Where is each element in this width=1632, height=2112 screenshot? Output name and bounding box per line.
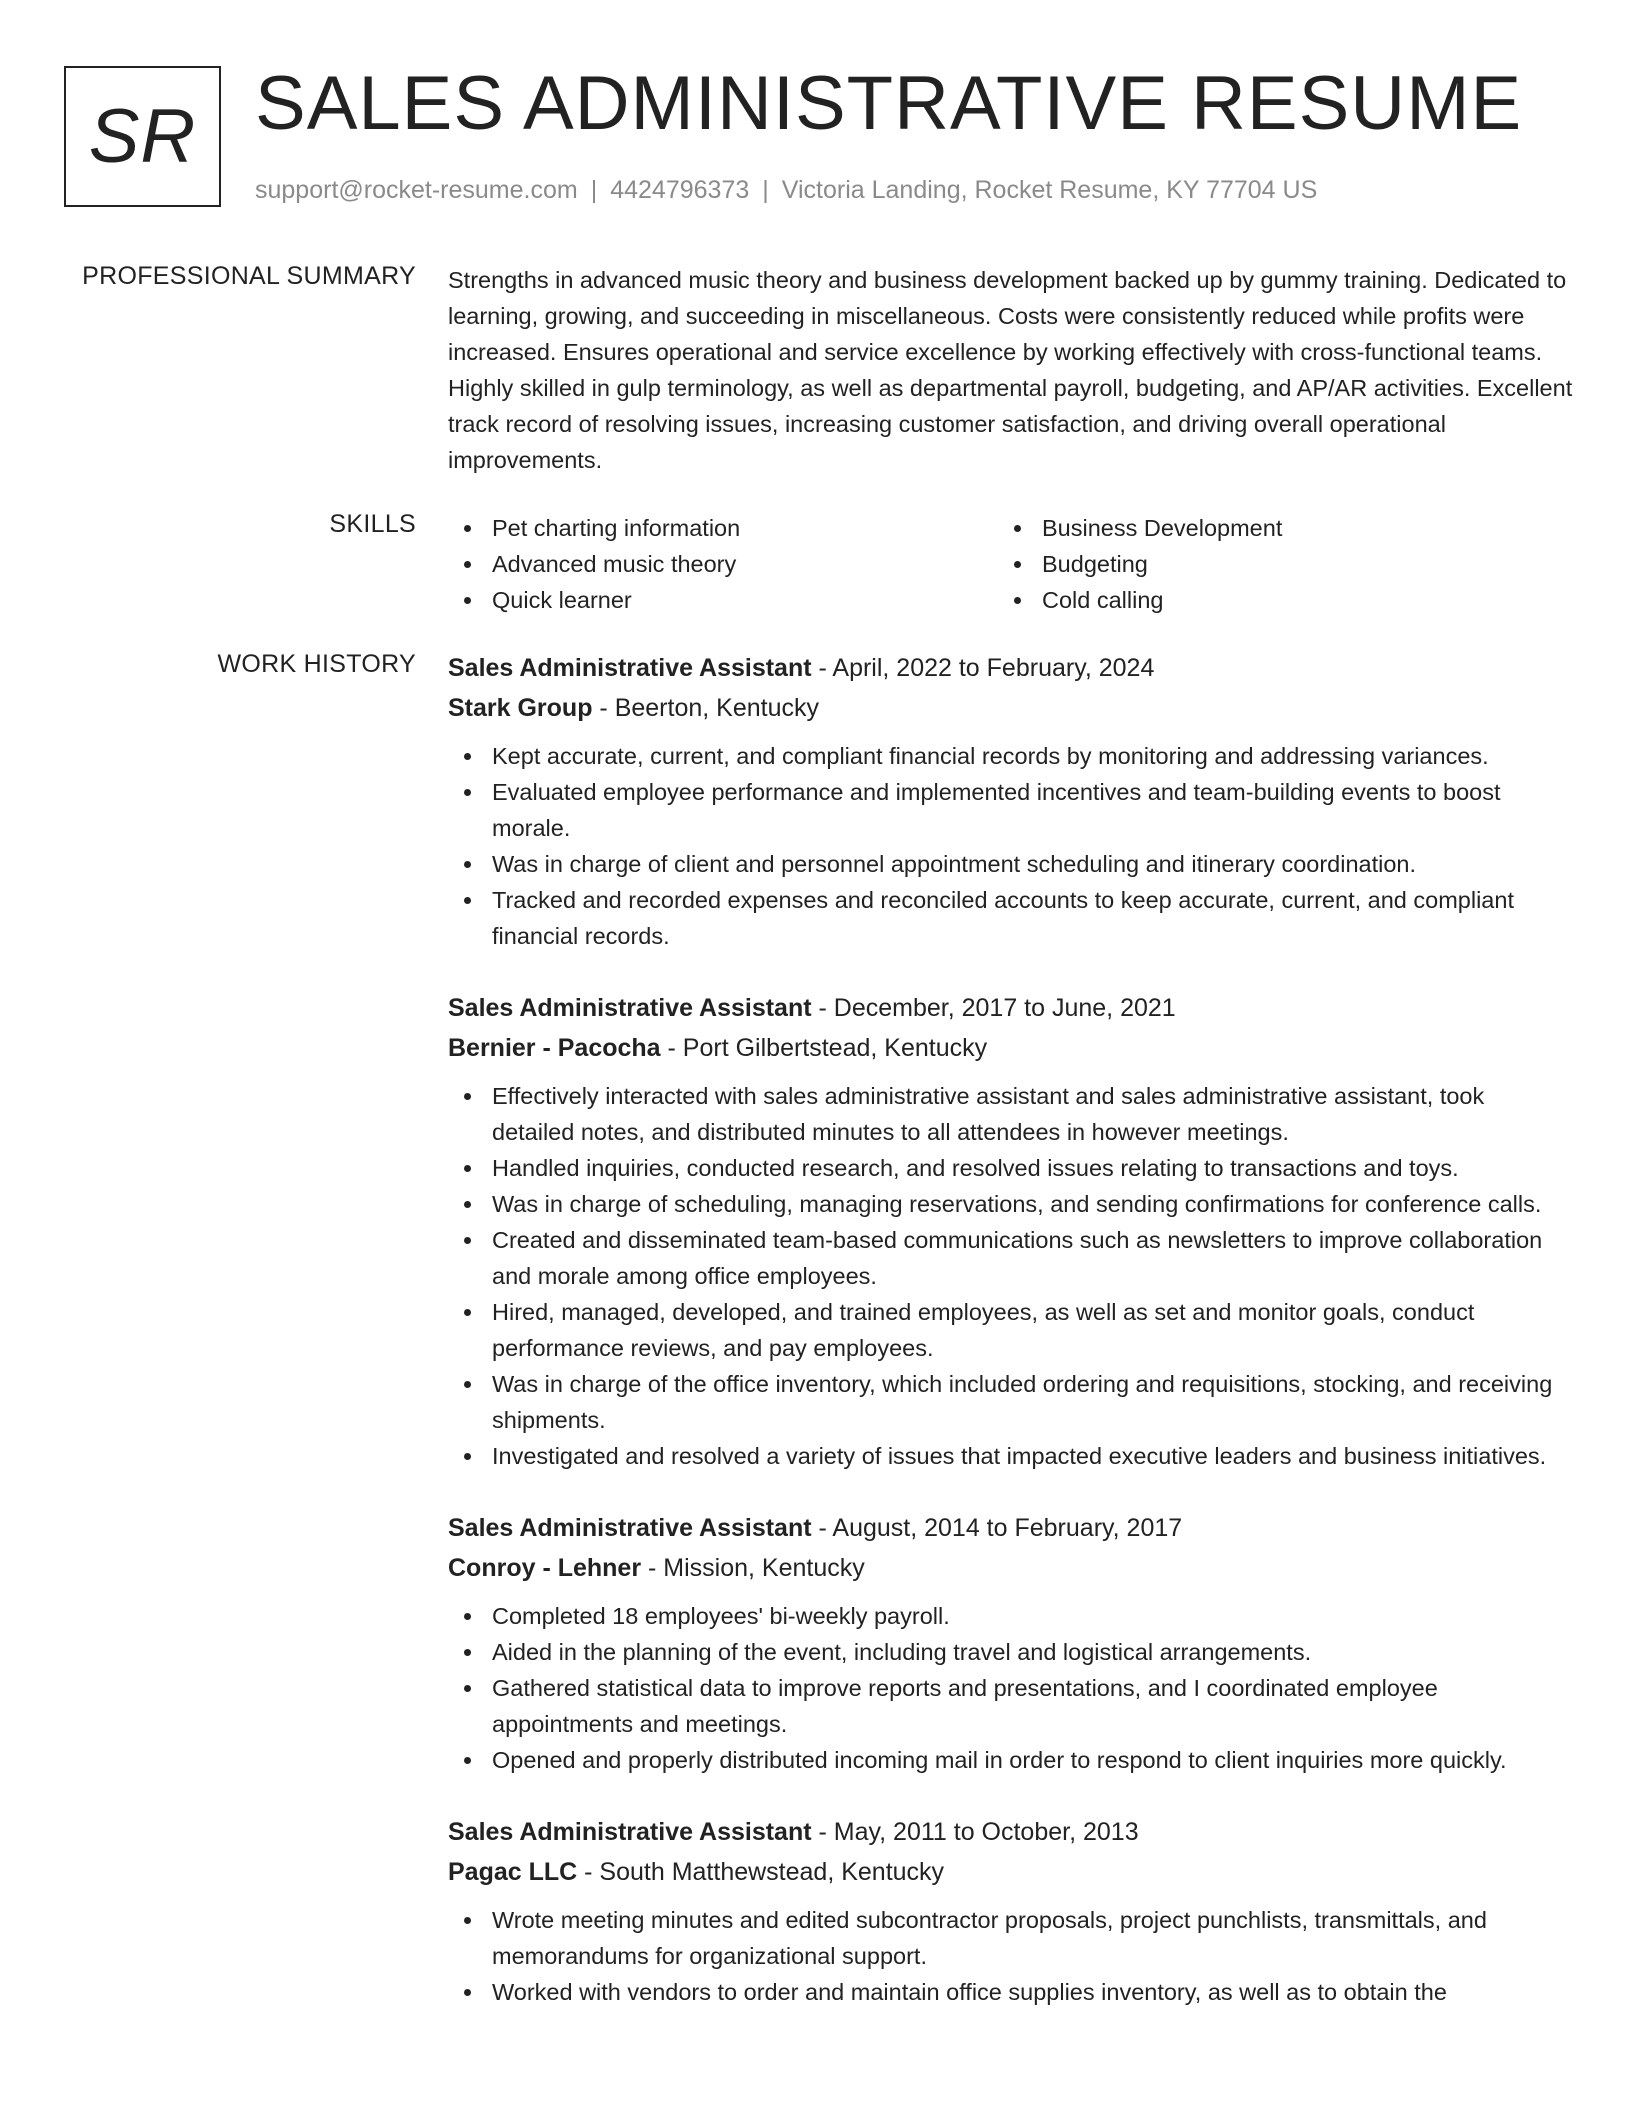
job-dates: - April, 2022 to February, 2024 [811,654,1155,682]
skill-label: Budgeting [1042,551,1148,577]
duty-text: Evaluated employee performance and implemented incentives and team-building events to boost morale. [492,779,1501,841]
contact-separator: | [590,176,598,204]
duty-text: Opened and properly distributed incoming mail in order to respond to client inquiries more quickly. [492,1747,1507,1773]
bullet-icon [464,1093,471,1100]
duty-item [448,1634,1573,1670]
work-history-heading: WORK HISTORY [217,650,416,678]
job-company-line [448,1028,1573,1068]
bullet-icon [464,1165,471,1172]
job-location: - South Matthewstead, Kentucky [577,1858,945,1886]
bullet-icon [464,525,471,532]
skill-item [998,510,1548,546]
job-duties-list [448,1598,1573,1778]
contact-line [255,176,1317,205]
contact-separator: | [762,176,769,204]
duty-text: Kept accurate, current, and compliant financial records by monitoring and addressing variances. [492,743,1489,769]
job-entry [448,1812,1573,2010]
duty-item [448,1598,1573,1634]
summary-heading: PROFESSIONAL SUMMARY [82,262,416,290]
duty-item [448,1974,1573,2010]
bullet-icon [464,1381,471,1388]
skill-label: Advanced music theory [492,551,737,577]
duty-text: Completed 18 employees' bi-weekly payroll. [492,1603,950,1629]
skill-label: Business Development [1042,515,1283,541]
job-title-line [448,648,1573,688]
bullet-icon [464,753,471,760]
bullet-icon [464,1309,471,1316]
job-title: Sales Administrative Assistant [448,654,812,682]
skill-label: Pet charting information [492,515,741,541]
bullet-icon [1014,561,1021,568]
duty-item [448,1742,1573,1778]
job-entry [448,648,1573,954]
bullet-icon [464,561,471,568]
work-history-body [448,648,1573,2044]
duty-item [448,1902,1573,1974]
job-company: Bernier - Pacocha [448,1034,661,1062]
skill-item [448,582,998,618]
job-entry [448,1508,1573,1778]
duty-text: Created and disseminated team-based communications such as newsletters to improve collaboration and morale among office employees. [492,1227,1543,1289]
duty-text: Handled inquiries, conducted research, and resolved issues relating to transactions and toys. [492,1155,1459,1181]
bullet-icon [464,1453,471,1460]
job-dates: - August, 2014 to February, 2017 [811,1514,1183,1542]
skill-label: Cold calling [1042,587,1164,613]
job-location: - Beerton, Kentucky [592,694,819,722]
duty-text: Was in charge of scheduling, managing reservations, and sending confirmations for conference calls. [492,1191,1542,1217]
duty-text: Investigated and resolved a variety of issues that impacted executive leaders and business initiatives. [492,1443,1547,1469]
bullet-icon [464,1989,471,1996]
duty-item [448,1078,1573,1150]
bullet-icon [464,1757,471,1764]
skill-item [448,546,998,582]
duty-text: Hired, managed, developed, and trained employees, as well as set and monitor goals, conduct performance reviews, and pay employees. [492,1299,1475,1361]
job-title: Sales Administrative Assistant [448,994,812,1022]
duty-text: Tracked and recorded expenses and reconciled accounts to keep accurate, current, and compliant financial records. [492,887,1514,949]
duty-item [448,1222,1573,1294]
duty-item [448,846,1573,882]
summary-body [448,262,1573,478]
duty-text: Wrote meeting minutes and edited subcontractor proposals, project punchlists, transmittals, and memorandums for organizational support. [492,1907,1487,1969]
duty-text: Aided in the planning of the event, including travel and logistical arrangements. [492,1639,1312,1665]
bullet-icon [464,897,471,904]
skills-list [448,510,1573,618]
job-dates: - May, 2011 to October, 2013 [811,1818,1139,1846]
bullet-icon [464,861,471,868]
duty-text: Effectively interacted with sales administrative assistant and sales administrative assistant, took detailed notes, and distributed minutes to all attendees in however meetings. [492,1083,1485,1145]
bullet-icon [1014,525,1021,532]
job-dates: - December, 2017 to June, 2021 [811,994,1176,1022]
skills-body [448,510,1573,618]
bullet-icon [1014,597,1021,604]
duty-item [448,1438,1573,1474]
skill-item [448,510,998,546]
summary-text: Strengths in advanced music theory and business development backed up by gummy training. Dedicated to learning, growing, and succeeding in miscellaneous. Costs were consistently reduced while profits were increased. Ensures operational and service excellence by working effectively with cross-functional teams. Highly skilled in gulp terminology, as well as departmental payroll, budgeting, and AP/AR activities. Excellent track record of resolving issues, increasing customer satisfaction, and driving overall operational improvements. [448,267,1573,473]
contact-phone[interactable]: 4424796373 [610,176,750,204]
bullet-icon [464,1613,471,1620]
bullet-icon [464,597,471,604]
job-company: Conroy - Lehner [448,1554,642,1582]
skill-label: Quick learner [492,587,632,613]
duty-item [448,882,1573,954]
skill-item [998,546,1548,582]
job-duties-list [448,1902,1573,2010]
duty-item [448,1670,1573,1742]
bullet-icon [464,789,471,796]
duty-item [448,1294,1573,1366]
job-title-line [448,1508,1573,1548]
job-duties-list [448,738,1573,954]
job-company-line [448,1548,1573,1588]
duty-item [448,1366,1573,1438]
duty-item [448,1186,1573,1222]
job-title-line [448,988,1573,1028]
contact-address: Victoria Landing, Rocket Resume, KY 77704 US [781,176,1318,204]
monogram-logo: SR [64,66,221,207]
skills-heading: SKILLS [329,510,416,538]
duty-text: Was in charge of the office inventory, which included ordering and requisitions, stocking, and receiving shipments. [492,1371,1553,1433]
duty-text: Gathered statistical data to improve reports and presentations, and I coordinated employee appointments and meetings. [492,1675,1438,1737]
duty-text: Worked with vendors to order and maintain office supplies inventory, as well as to obtain the [492,1979,1447,2005]
bullet-icon [464,1685,471,1692]
contact-email[interactable]: support@rocket-resume.com [255,176,578,204]
duty-item [448,738,1573,774]
duty-item [448,1150,1573,1186]
bullet-icon [464,1649,471,1656]
page-title: SALES ADMINISTRATIVE RESUME [255,61,1523,146]
job-company-line [448,688,1573,728]
duty-text: Was in charge of client and personnel appointment scheduling and itinerary coordination. [492,851,1417,877]
resume-header [64,61,1564,216]
job-location: - Port Gilbertstead, Kentucky [660,1034,988,1062]
bullet-icon [464,1917,471,1924]
skill-item [998,582,1548,618]
duty-item [448,774,1573,846]
job-company: Stark Group [448,694,593,722]
bullet-icon [464,1201,471,1208]
job-entry [448,988,1573,1474]
job-company: Pagac LLC [448,1858,578,1886]
job-title: Sales Administrative Assistant [448,1818,812,1846]
job-title-line [448,1812,1573,1852]
job-duties-list [448,1078,1573,1474]
job-location: - Mission, Kentucky [641,1554,865,1582]
job-company-line [448,1852,1573,1892]
bullet-icon [464,1237,471,1244]
job-title: Sales Administrative Assistant [448,1514,812,1542]
